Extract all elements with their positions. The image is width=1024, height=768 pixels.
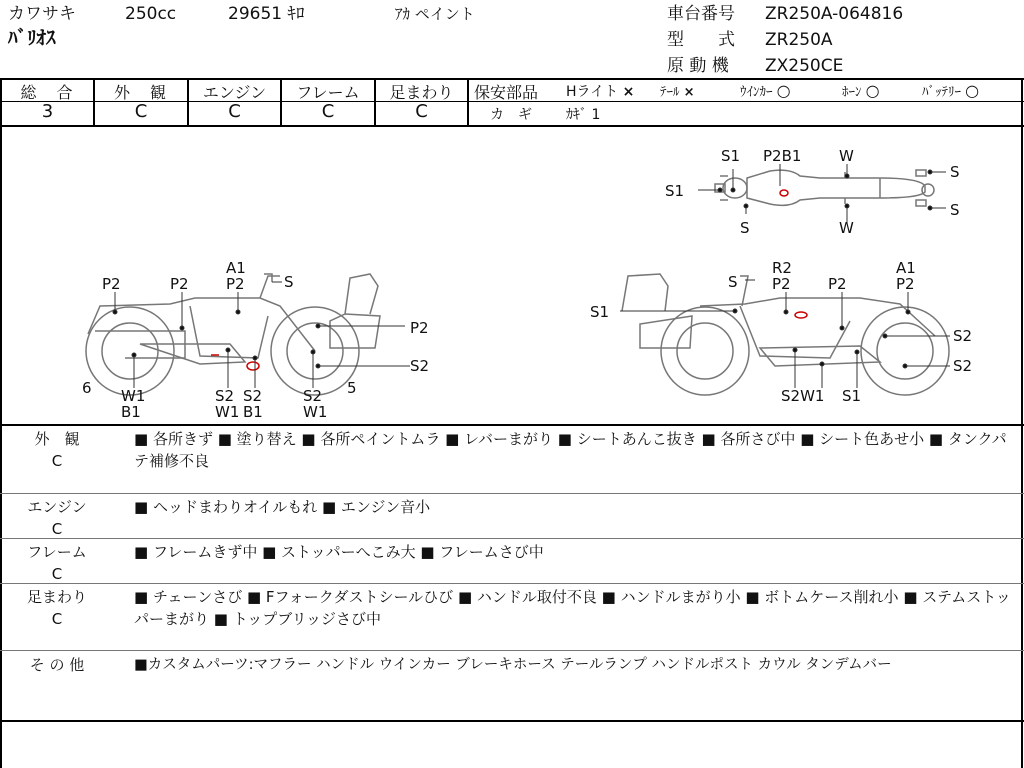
diagram-label: S: [740, 219, 750, 237]
frame-no: ZR250A-064816: [765, 4, 904, 24]
grade-exterior: C: [134, 101, 148, 122]
diagram-label: S: [950, 201, 960, 219]
section-title: [2, 586, 112, 630]
engine-label: 原 動 機: [667, 56, 729, 76]
diagram-label: B1: [121, 403, 141, 421]
section-title: [2, 541, 112, 585]
safety-item-mark: ○: [776, 81, 791, 100]
damage-marker: [780, 190, 788, 196]
model-code: ZR250A: [765, 30, 833, 50]
section-grade: C: [51, 520, 63, 538]
motorcycle-top-view: [715, 170, 934, 206]
grade-suspension: C: [415, 101, 428, 122]
model-name: ﾊﾞﾘｵｽ: [8, 27, 56, 49]
diagram-label: S2: [953, 357, 973, 375]
frame-no-label: 車台番号: [667, 4, 735, 24]
grade-label-total: 総 合: [20, 83, 75, 102]
section-divider: [0, 650, 1024, 651]
diagram-label: S: [728, 273, 738, 291]
diagram-label: S1: [590, 303, 610, 321]
section-divider: [0, 493, 1024, 494]
col-divider: [467, 78, 469, 126]
safety-item: [566, 81, 634, 101]
section-title-text: フレーム: [27, 543, 87, 561]
displacement: 250cc: [125, 4, 177, 24]
section-title-text: そ の 他: [29, 656, 85, 674]
diagram-label: S1: [842, 387, 862, 405]
safety-item-mark: ○: [965, 81, 980, 100]
diagram-label: P2: [410, 319, 429, 337]
section-title-text: エンジン: [27, 498, 87, 516]
section-divider: [0, 538, 1024, 539]
diagram-label: P2: [226, 275, 245, 293]
grade-label-engine: エンジン: [202, 83, 267, 102]
motorcycle-diagram: [0, 126, 1024, 424]
section-text: ■ チェーンさび ■ Fフォークダストシールひび ■ ハンドル取付不良 ■ ハンドルまがり小 ■ ボトムケース削れ小 ■ ステムストッパーまがり ■ トップブリッジさび中: [134, 588, 1011, 628]
damage-marker: [795, 312, 807, 318]
diagram-label: 5: [347, 379, 357, 397]
diagram-label: S2: [303, 387, 323, 405]
divider: [0, 424, 1024, 426]
grade-total: 3: [41, 101, 54, 122]
diagram-label: P2: [828, 275, 847, 293]
diagram-label: W1: [121, 387, 146, 405]
diagram-label: W1: [303, 403, 328, 421]
section-grade: C: [51, 565, 63, 583]
section-title: [2, 654, 112, 676]
safety-item-label: ｳｲﾝｶｰ: [740, 85, 773, 100]
grade-frame: C: [321, 101, 335, 122]
section-text: ■カスタムパーツ:マフラー ハンドル ウインカー ブレーキホース テールランプ ハンドルポスト カウル タンデムバー: [134, 657, 892, 673]
diagram-label: P2: [896, 275, 915, 293]
diagram-label: W1: [215, 403, 240, 421]
color: ｱｶ ペイント: [395, 5, 475, 23]
grade-label-suspension: 足まわり: [389, 83, 454, 102]
grade-label-frame: フレーム: [296, 83, 360, 102]
safety-item-label: ﾊﾞｯﾃﾘｰ: [922, 85, 961, 100]
diagram-label: B1: [243, 403, 263, 421]
safety-item: [740, 81, 791, 100]
key-value: ｶｷﾞ 1: [566, 107, 601, 123]
diagram-label: W: [839, 147, 854, 165]
diagram-label: P2: [772, 275, 791, 293]
row-divider-right: [468, 101, 1024, 102]
section-title-text: 外 観: [34, 430, 80, 448]
diagram-label: S2: [215, 387, 235, 405]
diagram-label: S2: [243, 387, 263, 405]
safety-item-label: ﾎｰﾝ: [842, 85, 862, 100]
section-title: [2, 496, 112, 540]
diagram-label: S1: [665, 182, 685, 200]
safety-item: [660, 81, 695, 100]
section-divider: [0, 583, 1024, 584]
diagram-label: S2W1: [781, 387, 825, 405]
grade-engine: C: [228, 101, 241, 122]
engine-code: ZX250CE: [765, 56, 844, 76]
safety-item: [922, 81, 979, 100]
safety-item-mark: ○: [865, 81, 880, 100]
safety-item-label: ﾃｰﾙ: [660, 85, 680, 100]
safety-title: 保安部品: [474, 83, 539, 102]
safety-item: [842, 81, 880, 100]
safety-item-mark: ×: [683, 85, 695, 100]
diagram-label: 6: [82, 379, 92, 397]
model-label: 型 式: [667, 30, 735, 50]
section-grade: C: [51, 452, 63, 470]
diagram-label: S: [950, 163, 960, 181]
diagram-label: P2B1: [763, 147, 802, 165]
diagram-label: R2: [772, 259, 792, 277]
section-text: ■ フレームきず中 ■ ストッパーへこみ大 ■ フレームさび中: [134, 543, 544, 561]
section-text: ■ ヘッドまわりオイルもれ ■ エンジン音小: [134, 498, 431, 516]
diagram-label: A1: [896, 259, 916, 277]
diagram-label: S2: [953, 327, 973, 345]
diagram-label: W: [839, 219, 854, 237]
maker: カワサキ: [8, 4, 76, 24]
section-grade: C: [51, 610, 63, 628]
safety-item-label: Hライト: [566, 84, 619, 100]
damage-marker: [247, 362, 259, 370]
section-title-text: 足まわり: [26, 588, 87, 606]
diagram-label: S2: [410, 357, 430, 375]
diagram-label: P2: [170, 275, 189, 293]
diagram-label: S: [284, 273, 294, 291]
diagram-label: A1: [226, 259, 246, 277]
safety-item-mark: ×: [622, 84, 635, 100]
diagram-label: P2: [102, 275, 121, 293]
key-label: カ ギ: [490, 107, 532, 123]
mileage: 29651 ｷﾛ: [228, 4, 305, 24]
grade-label-exterior: 外 観: [113, 83, 168, 102]
diagram-label: S1: [721, 147, 741, 165]
section-title: [2, 428, 112, 472]
divider: [0, 720, 1024, 722]
section-text: ■ 各所きず ■ 塗り替え ■ 各所ペイントムラ ■ レバーまがり ■ シートあんこ抜き ■ 各所さび中 ■ シート色あせ小 ■ タンクパテ補修不良: [134, 430, 1007, 470]
